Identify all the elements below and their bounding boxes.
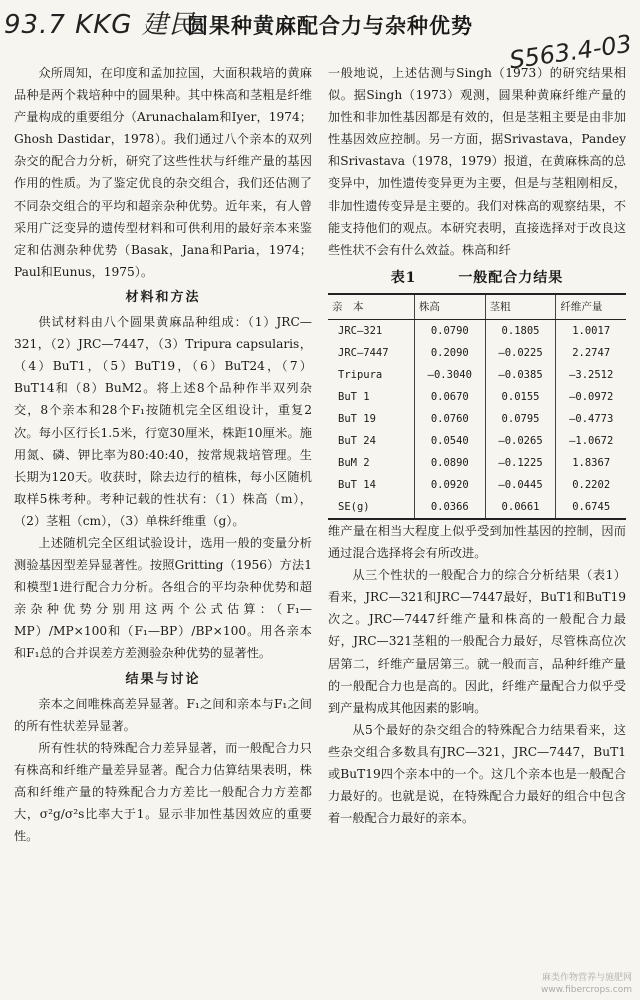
table-header-cell: 茎粗 — [485, 294, 556, 320]
table-cell-value: 2.2747 — [556, 342, 626, 364]
discussion-paragraph-1: 一般地说，上述估测与Singh（1973）的研究结果相似。据Singh（1973）观测，圆果种黄麻纤维产量的加性和非加性基因都是有效的，但是茎粗主要是由非加性基因效应控制。另一方面，据Srivastava，Pandey和Srivastava（1978，1979）报道，在黄麻株高的总变异中，加性遗传变异更为主要，但是与茎粗刚相反，非加性遗传变异是主要的。我们对株高的观察结果，不能支持他们的观点。本研究表明，直接选择对于改良这些性状不会有什么效益。株高和纤 — [328, 66, 626, 257]
table-cell-parent: BuT 19 — [338, 412, 376, 425]
table-cell-value: —0.0445 — [485, 474, 556, 496]
table-row — [328, 496, 626, 519]
table-cell-value: 0.0795 — [485, 408, 556, 430]
table-row — [328, 342, 626, 364]
results-paragraph-2: 所有性状的特殊配合力差异显著，而一般配合力只有株高和纤维产量差异显著。配合力估算结果表明，株高和纤维产量的特殊配合力方差比一般配合力方差都大，σ²g/σ²s比率大于1。显示非加性基因效应的重要性。 — [14, 740, 312, 844]
table-cell-value: 0.0670 — [414, 386, 485, 408]
table-cell-value: 0.2202 — [556, 474, 626, 496]
discussion-paragraph-2: 维产量在相当大程度上似乎受到加性基因的控制，因而通过混合选择将会有所改进。 — [328, 523, 626, 561]
handwritten-code-top-right: S563.4-03 — [507, 29, 634, 75]
table-cell-value: 0.1805 — [485, 319, 556, 342]
table-header-cell: 株高 — [414, 294, 485, 320]
table-cell-parent: BuT 24 — [338, 434, 376, 447]
table-cell-value: 0.0760 — [414, 408, 485, 430]
table-row — [328, 452, 626, 474]
site-watermark — [541, 972, 632, 996]
table-cell-value: 0.0155 — [485, 386, 556, 408]
table-cell-value: —0.4773 — [556, 408, 626, 430]
table-cell-value: 1.8367 — [556, 452, 626, 474]
table-cell-value: 0.2090 — [414, 342, 485, 364]
table-row — [328, 474, 626, 496]
table-cell-parent: BuM 2 — [338, 456, 370, 469]
table-row — [328, 408, 626, 430]
left-column — [14, 62, 312, 847]
table-cell-value: —0.3040 — [414, 364, 485, 386]
watermark-line-1: 麻类作物营养与施肥网 — [541, 973, 632, 983]
gca-table — [328, 293, 626, 520]
discussion-paragraph-4: 从5个最好的杂交组合的特殊配合力结果看来，这些杂交组合多数具有JRC—321，JRC—7447，BuT1或BuT19四个亲本中的一个。这几个亲本也是一般配合力最好的。也就是说，在特殊配合力最好的组合中包含着一般配合力最好的亲本。 — [328, 722, 626, 826]
table-cell-value: 0.0366 — [414, 496, 485, 519]
results-paragraph-1: 亲本之间唯株高差异显著。F₁之间和亲本与F₁之间的所有性状差异显著。 — [14, 696, 312, 733]
methods-paragraph: 供试材料由八个圆果黄麻品种组成：（1）JRC—321，（2）JRC—7447，（3）Tripura capsularis，（4）BuT1，（5）BuT19，（6）BuT24，（7）BuT14和（8）BuM2。将上述8个品种作半双列杂交，8个亲本和28个F₁按随机完全区组设计，重复2次。每小区行长1.5米，行宽30厘米，株距10厘米。施用氮、磷、钾比率为80:40:40，按常规栽培管理。生长期为120天。收获时，除去边行的植株，每小区随机取样5株考种。考种记载的性状有：（1）株高（m），（2）茎粗（cm），（3）单株纤维重（g）。 — [14, 315, 312, 528]
table-header-cell: 纤维产量 — [556, 294, 626, 320]
table-cell-value: —1.0672 — [556, 430, 626, 452]
table-cell-value: 1.0017 — [556, 319, 626, 342]
table-number: 表1 — [390, 269, 417, 286]
table-cell-value: 0.0920 — [414, 474, 485, 496]
watermark-line-2: www.fibercrops.com — [541, 985, 632, 995]
table-cell-value: —0.1225 — [485, 452, 556, 474]
table-header-row — [328, 294, 626, 320]
table-row — [328, 430, 626, 452]
table-cell-parent: SE(g) — [328, 496, 414, 519]
right-column — [328, 62, 626, 829]
table-cell-value: 0.6745 — [556, 496, 626, 519]
discussion-paragraph-3: 从三个性状的一般配合力的综合分析结果（表1）看来，JRC—321和JRC—7447最好，BuT1和BuT19次之。JRC—7447纤维产量和株高的一般配合力最好，JRC—321茎粗的一般配合力最好，尽管株高位次居第二，纤维产量居第三。就一般而言，品种纤维产量的一般配合力也是高的。因此，纤维产量配合力似乎受到产量构成其他因素的影响。 — [328, 568, 626, 715]
table-cell-value: 0.0661 — [485, 496, 556, 519]
heading-results-discussion: 结果与讨论 — [125, 671, 201, 687]
table-cell-value: —0.0385 — [485, 364, 556, 386]
table-header-cell: 亲 本 — [328, 294, 414, 320]
table-row — [328, 386, 626, 408]
table-cell-parent: JRC—7447 — [338, 346, 389, 359]
table-cell-parent: BuT 1 — [338, 390, 370, 403]
table-cell-value: —0.0972 — [556, 386, 626, 408]
table-row — [328, 364, 626, 386]
table-cell-value: 0.0790 — [414, 319, 485, 342]
table-cell-parent: JRC—321 — [338, 324, 383, 337]
table-title: 一般配合力结果 — [458, 269, 564, 286]
article-title: 圆果种黄麻配合力与杂种优势 — [187, 13, 473, 38]
table-row — [328, 319, 626, 342]
intro-paragraph: 众所周知，在印度和孟加拉国，大面积栽培的黄麻品种是两个栽培种中的圆果种。其中株高和茎粗是纤维产量构成的重要组分（Arunachalam和Iyer，1974；Ghosh Dastidar，1978）。我们通过八个亲本的双列杂交的配合力分析，研究了这些性状与纤维产量的基因作用的性质。为了鉴定优良的杂交组合，我们还估测了不同杂交组合的平均和超亲杂种优势。近年来，有人曾采用广泛变异的遗传型材料和可供利用的最好亲本来鉴定和估测杂种优势（Basak，Jana和Paria，1974；Paul和Eunus，1975）。 — [14, 66, 312, 279]
table-cell-parent: BuT 14 — [338, 478, 376, 491]
table-cell-value: 0.0540 — [414, 430, 485, 452]
handwritten-note-top-left: 93.7 KKG 建民 — [4, 10, 196, 40]
table-cell-value: 0.0890 — [414, 452, 485, 474]
table-caption — [328, 267, 626, 289]
statistics-paragraph: 上述随机完全区组试验设计，选用一般的变量分析测验基因型差异显著性。按照Gritting（1956）方法1和模型1进行配合力分析。各组合的平均杂种优势和超亲杂种优势分别用这两个公式估算：（F₁—MP）/MP×100和（F₁—BP）/BP×100。用各亲本和F₁总的合并误差方差测验杂种优势的显著性。 — [14, 535, 312, 661]
table-cell-value: —0.0265 — [485, 430, 556, 452]
table-cell-parent: Tripura — [338, 368, 383, 381]
table-cell-value: —0.0225 — [485, 342, 556, 364]
table-cell-value: —3.2512 — [556, 364, 626, 386]
heading-materials-methods: 材料和方法 — [125, 289, 201, 305]
